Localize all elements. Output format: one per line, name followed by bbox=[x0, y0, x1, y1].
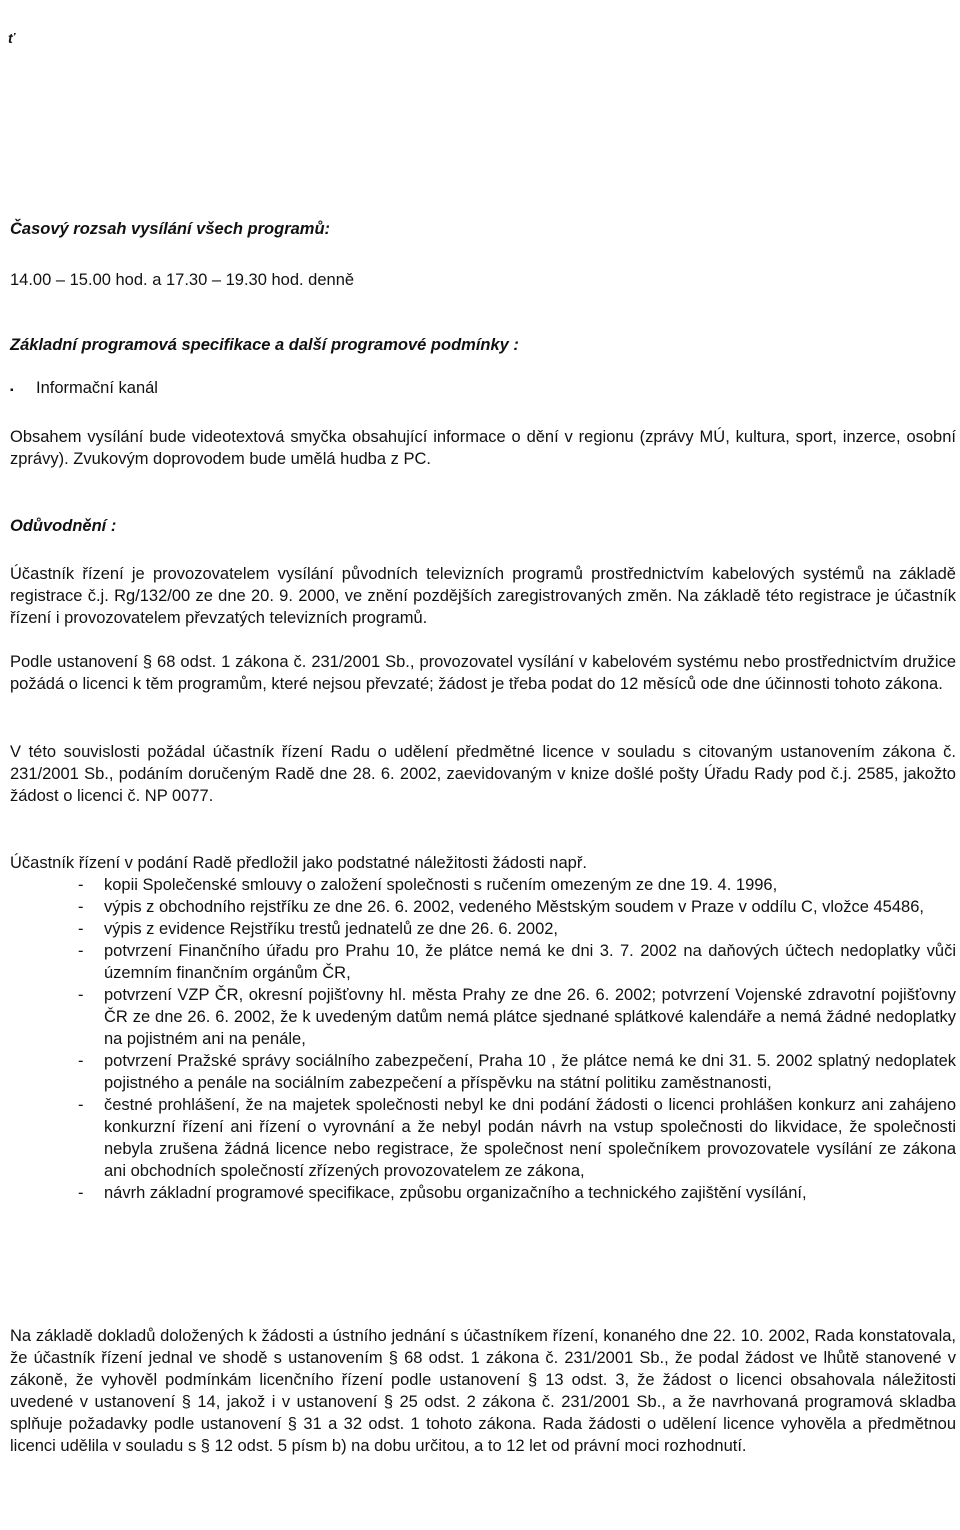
requirements-list bbox=[10, 874, 956, 1204]
list-item bbox=[10, 1094, 956, 1182]
schedule-text: 14.00 – 15.00 hod. a 17.30 – 19.30 hod. denně bbox=[10, 271, 355, 289]
list-item-text: výpis z obchodního rejstříku ze dne 26. 6. 2002, vedeného Městským soudem v Praze v oddílu C, vložce 45486, bbox=[104, 898, 924, 916]
content-paragraph: Obsahem vysílání bude videotextová smyčka obsahující informace o dění v regionu (zprávy MÚ, kultura, sport, inzerce, osobní zprávy). Zvukovým doprovodem bude umělá hudba z PC. bbox=[10, 428, 956, 468]
list-item-text: kopii Společenské smlouvy o založení společnosti s ručením omezeným ze dne 19. 4. 1996, bbox=[104, 876, 778, 894]
list-item bbox=[10, 918, 956, 940]
list-item-text: potvrzení Finančního úřadu pro Prahu 10, že plátce nemá ke dni 3. 7. 2002 na daňových účtech nedoplatky vůči územním finančním orgánům ČR, bbox=[104, 942, 956, 982]
list-item bbox=[10, 1050, 956, 1094]
bullet-icon: ▪ bbox=[10, 385, 14, 396]
dash-marker: - bbox=[78, 876, 84, 894]
justification-heading: Odůvodnění : bbox=[10, 517, 117, 535]
bullet-title: Informační kanál bbox=[36, 379, 158, 397]
list-item-text: potvrzení VZP ČR, okresní pojišťovny hl. města Prahy ze dne 26. 6. 2002; potvrzení Vojenské zdravotní pojišťovny ČR ze dne 26. 6. 2002, že k uvedeným datům nemá plátce sjednané splátkové kalendáře a nemá žádné nedoplatky na pojistném ani na penále, bbox=[104, 986, 956, 1048]
dash-marker: - bbox=[78, 920, 84, 938]
list-item-text: potvrzení Pražské správy sociálního zabezpečení, Praha 10 , že plátce nemá ke dni 31. 5. 2002 splatný nedoplatek pojistného a penále na sociálním zabezpečení a příspěvku na státní politiku zaměstnanosti, bbox=[104, 1052, 956, 1092]
list-item bbox=[10, 874, 956, 896]
dash-marker: - bbox=[78, 898, 84, 916]
final-paragraph: Na základě dokladů doložených k žádosti a ústního jednání s účastníkem řízení, konaného dne 22. 10. 2002, Rada konstatovala, že účastník řízení jednal ve shodě s ustanovením § 68 odst. 1 zákona č. 231/2001 Sb., že podal žádost ve lhůtě stanovené v zákoně, že vyhověl podmínkám licenčního řízení podle ustanovení § 13 odst. 3, že žádost o licenci obsahovala náležitosti uvedené v ustanovení § 14, jakož i v ustanovení § 25 odst. 2 zákona č. 231/2001 Sb., a že navrhovaná programová skladba splňuje požadavky podle ustanovení § 31 a 32 odst. 1 tohoto zákona. Rada žádosti o udělení licence vyhověla a předmětnou licenci udělila v souladu s § 12 odst. 5 písm b) na dobu určitou, a to 12 let od právní moci rozhodnutí. bbox=[10, 1327, 956, 1455]
list-item bbox=[10, 896, 956, 918]
dash-marker: - bbox=[78, 1052, 84, 1070]
list-item-text: výpis z evidence Rejstříku trestů jednatelů ze dne 26. 6. 2002, bbox=[104, 920, 559, 938]
list-item bbox=[10, 940, 956, 984]
dash-marker: - bbox=[78, 1096, 84, 1114]
paragraph-3: V této souvislosti požádal účastník řízení Radu o udělení předmětné licence v souladu s citovaným ustanovením zákona č. 231/2001 Sb., podáním doručeným Radě dne 28. 6. 2002, zaevidovaným v knize došlé pošty Úřadu Rady pod č.j. 2585, jakožto žádost o licenci č. NP 0077. bbox=[10, 743, 956, 805]
list-intro: Účastník řízení v podání Radě předložil jako podstatné náležitosti žádosti např. bbox=[10, 854, 587, 872]
list-item-text: návrh základní programové specifikace, způsobu organizačního a technického zajištění vysílání, bbox=[104, 1184, 807, 1202]
dash-marker: - bbox=[78, 1184, 84, 1202]
dash-marker: - bbox=[78, 942, 84, 960]
bullet-item bbox=[10, 377, 956, 402]
spec-heading: Základní programová specifikace a další programové podmínky : bbox=[10, 336, 519, 354]
list-item bbox=[10, 1182, 956, 1204]
scan-mark: ť bbox=[8, 30, 15, 46]
paragraph-2: Podle ustanovení § 68 odst. 1 zákona č. 231/2001 Sb., provozovatel vysílání v kabelovém systému nebo prostřednictvím družice požádá o licenci k těm programům, které nejsou převzaté; žádost je třeba podat do 12 měsíců ode dne účinnosti tohoto zákona. bbox=[10, 653, 956, 693]
list-item-text: čestné prohlášení, že na majetek společnosti nebyl ke dni podání žádosti o licenci prohlášen konkurz ani zahájeno konkurzní řízení ani řízení o vyrovnání a že nebyl podán návrh na vstup společnosti do likvidace, že společnosti nebyla zrušena žádná licence nebo registrace, že společnost není společníkem provozovatele vysílání ze zákona ani obchodních společností zřízených provozovatelem ze zákona, bbox=[104, 1096, 956, 1180]
list-item bbox=[10, 984, 956, 1050]
paragraph-1: Účastník řízení je provozovatelem vysílání původních televizních programů prostřednictvím kabelových systémů na základě registrace č.j. Rg/132/00 ze dne 20. 9. 2000, ve znění pozdějších zaregistrovaných změn. Na základě této registrace je účastník řízení i provozovatelem převzatých televizních programů. bbox=[10, 565, 956, 627]
dash-marker: - bbox=[78, 986, 84, 1004]
schedule-heading: Časový rozsah vysílání všech programů: bbox=[10, 220, 331, 238]
